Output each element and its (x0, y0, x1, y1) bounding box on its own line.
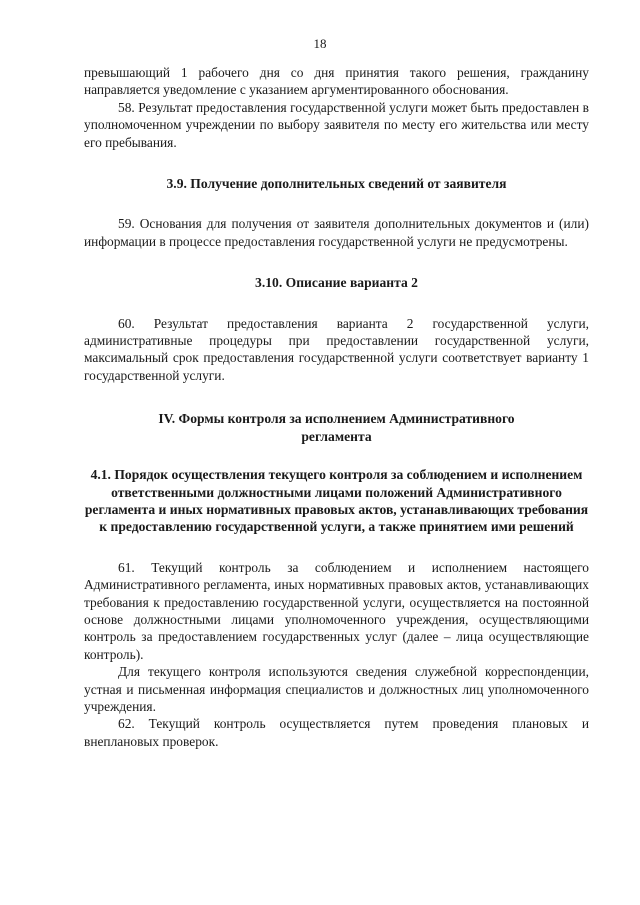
document-body (84, 64, 589, 750)
heading-section-iv: IV. Формы контроля за исполнением Административного регламента (158, 411, 515, 444)
heading-4-1: 4.1. Порядок осуществления текущего контроля за соблюдением и исполнением ответственными должностными лицами положений Административного регламента и иных нормативных правовых актов, устанавливающих требования к предоставлению государственной услуги, а также принятием ими решений (84, 467, 589, 535)
page-number: 18 (313, 36, 327, 51)
paragraph-61-continued: Для текущего контроля используются сведения служебной корреспонденции, устная и письменная информация специалистов и должностных лиц уполномоченного учреждения. (84, 664, 589, 714)
paragraph-58: 58. Результат предоставления государственной услуги может быть предоставлен в уполномоченном учреждении по выбору заявителя по месту его жительства или месту его пребывания. (84, 99, 589, 150)
paragraph-60: 60. Результат предоставления варианта 2 государственной услуги, административные процедуры при предоставлении государственной услуги, максимальный срок предоставления государственной услуги соответствует варианту 1 государственной услуги. (84, 315, 589, 383)
paragraph-61: 61. Текущий контроль за соблюдением и исполнением настоящего Административного регламента, иных нормативных правовых актов, устанавливающих требования к предоставлению государственной услуги, осуществляется на постоянной основе должностными лицами уполномоченного учреждения, осуществляющими контроль за предоставлением государственных услуг (далее – лица осуществляющие контроль). (84, 559, 589, 662)
heading-3-10: 3.10. Описание варианта 2 (255, 275, 418, 291)
paragraph-continuation: превышающий 1 рабочего дня со дня принятия такого решения, гражданину направляется уведомление с указанием аргументированного обоснования. (84, 65, 589, 98)
heading-3-9: 3.9. Получение дополнительных сведений от заявителя (166, 176, 507, 192)
paragraph-62: 62. Текущий контроль осуществляется путем проведения плановых и внеплановых проверок. (84, 716, 589, 749)
paragraph-59: 59. Основания для получения от заявителя дополнительных документов и (или) информации в процессе предоставления государственной услуги не предусмотрены. (84, 216, 589, 249)
